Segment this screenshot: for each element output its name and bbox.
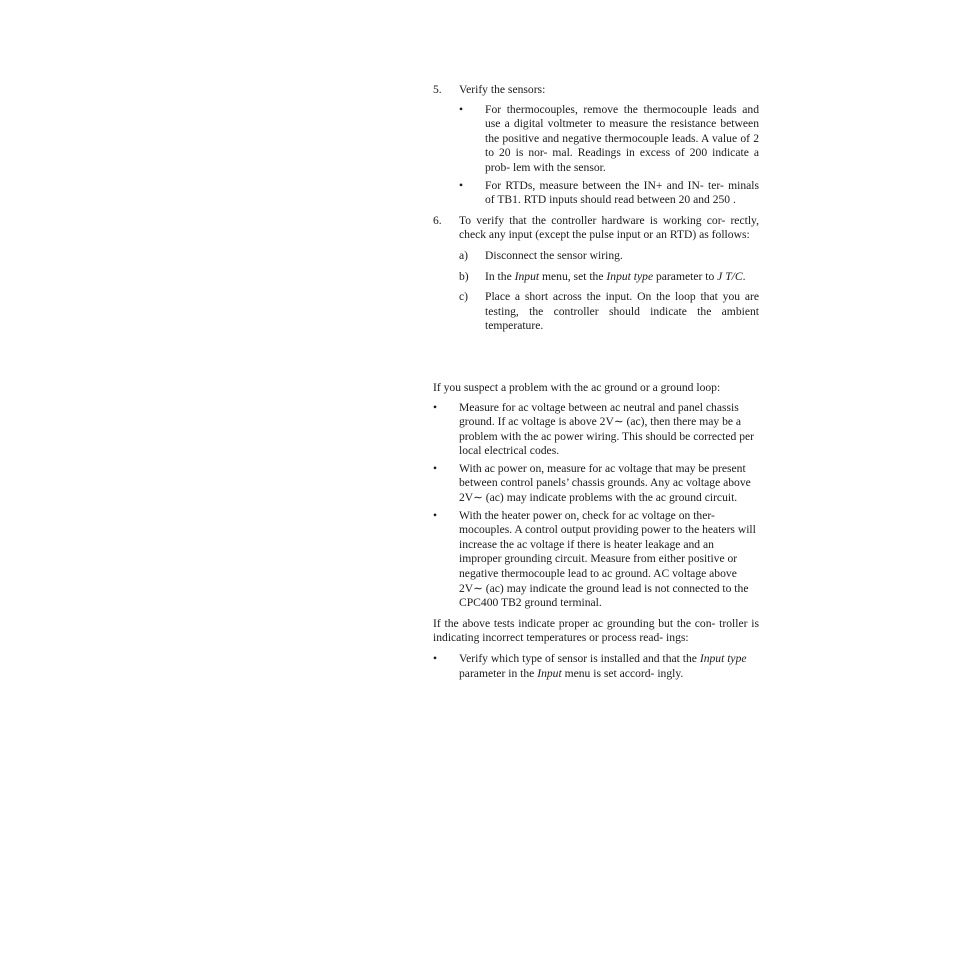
- substep-c: [459, 290, 759, 334]
- ground-intro: If you suspect a problem with the ac ground or a ground loop:: [433, 380, 721, 394]
- substep-text: Place a short across the input. On the loop that you are testing, the controller should indicate the ambient temperature.: [485, 290, 759, 333]
- substep-text: In the Input menu, set the Input type parameter to J T/C.: [485, 269, 746, 283]
- menu-name: Input: [537, 666, 562, 680]
- list-item-text: With ac power on, measure for ac voltage that may be present between control panels’ chassis grounds. Any ac voltage above 2V∼ (ac) may indicate problems with the ac ground circuit.: [459, 461, 751, 505]
- bullet-glyph: •: [433, 400, 438, 414]
- section-spacer: [433, 334, 759, 381]
- step-6-substeps: [433, 249, 759, 334]
- list-item-text: With the heater power on, check for ac voltage on ther- mocouples. A control output providing power to the heaters will increase the ac voltage if there is heater leakage and an improper grounding circuit. Measure from either positive or negative thermocouple lead to ac ground. AC voltage above 2V∼ (ac) may indicate the ground lead is not connected to the CPC400 TB2 ground terminal.: [459, 508, 756, 610]
- step-text: To verify that the controller hardware is working cor- rectly, check any input (except the pulse input or an RTD) as follows:: [459, 213, 759, 242]
- step-number: 5.: [433, 83, 442, 96]
- list-item: [433, 652, 759, 681]
- menu-name: Input: [514, 269, 540, 283]
- list-item: [433, 509, 759, 611]
- ground-bullets: [433, 401, 759, 611]
- tail-intro: If the above tests indicate proper ac grounding but the con- troller is indicating incorrect temperatures or process read- ings:: [433, 616, 759, 645]
- bullet-glyph: •: [433, 461, 438, 475]
- step-6: [433, 214, 759, 243]
- substep-label: c): [459, 290, 469, 304]
- list-item-text: Measure for ac voltage between ac neutral and panel chassis ground. If ac voltage is above 2V∼ (ac), then there may be a problem with the ac power wiring. This should be corrected per local electrical codes.: [459, 400, 755, 458]
- substep-text: Disconnect the sensor wiring.: [485, 248, 623, 262]
- list-item: [459, 103, 759, 176]
- parameter-name: Input type: [699, 652, 747, 665]
- step-5-bullets: [433, 103, 759, 208]
- substep-b: [459, 270, 759, 285]
- parameter-value: J T/C: [717, 269, 743, 283]
- step-5: [433, 83, 759, 98]
- substep-label: b): [459, 269, 469, 283]
- step-number: 6.: [433, 213, 442, 227]
- bullet-glyph: •: [433, 508, 438, 522]
- bullet-glyph: •: [459, 102, 464, 116]
- substep-a: [459, 249, 759, 264]
- document-column: [433, 83, 759, 681]
- list-item: [459, 179, 759, 208]
- list-item: [433, 462, 759, 506]
- bullet-glyph: •: [433, 652, 438, 665]
- step-title: Verify the sensors:: [459, 83, 546, 96]
- list-item: [433, 401, 759, 459]
- list-item-text: Verify which type of sensor is installed and that the Input type parameter in the Input menu is set accord- ingly.: [459, 652, 747, 680]
- list-item-text: For thermocouples, remove the thermocouple leads and use a digital voltmeter to measure the resistance between the positive and negative thermocouple leads. A value of 2 to 20 is nor- mal. Readings in excess of 200 indicate a prob- lem with the sensor.: [485, 102, 759, 174]
- list-item-text: For RTDs, measure between the IN+ and IN- ter- minals of TB1. RTD inputs should read between 20 and 250 .: [485, 178, 759, 207]
- parameter-name: Input type: [606, 269, 654, 283]
- substep-label: a): [459, 248, 469, 262]
- bullet-glyph: •: [459, 178, 464, 192]
